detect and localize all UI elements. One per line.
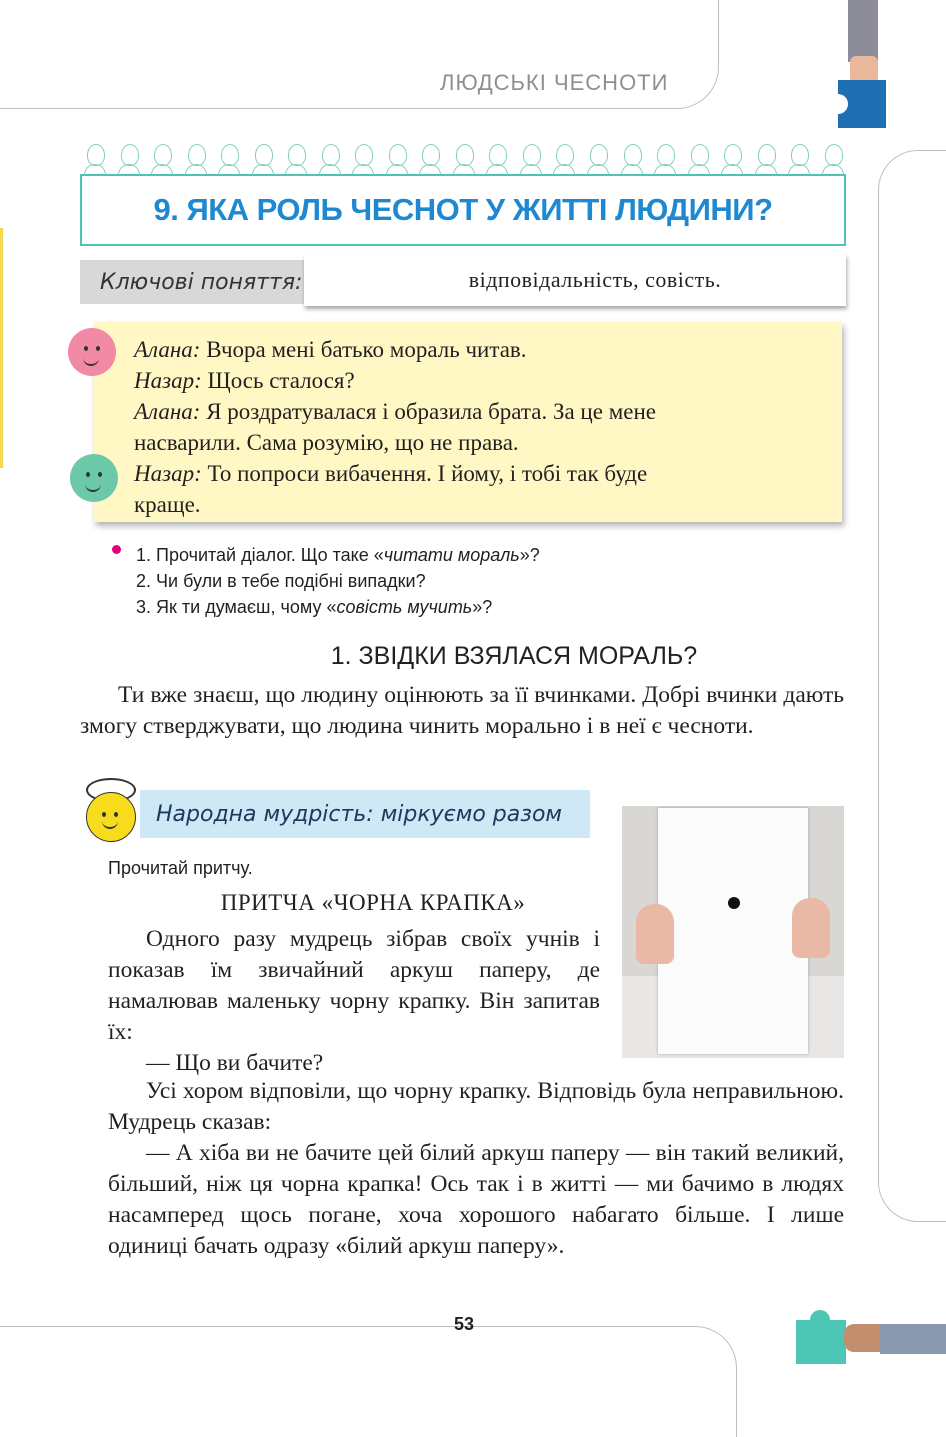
parable-paragraph-1	[108, 924, 600, 1079]
faces-ornament	[84, 136, 844, 176]
wisdom-banner-text: Народна мудрість: міркуємо разом	[156, 801, 563, 827]
face-icon	[788, 142, 810, 176]
boy-avatar-icon	[70, 454, 118, 502]
dialog-line	[134, 396, 824, 427]
face-icon	[285, 142, 307, 176]
face-icon	[419, 142, 441, 176]
face-icon	[118, 142, 140, 176]
parable-text: — А хіба ви не бачите цей білий аркуш паперу — він такий великий, більший, ніж ця чорна крапка! Ось так і в житті — ми бачимо в людях насамперед щось погане, хоча хорошого набагато більше. І лише одиниці бачать одразу «білий аркуш паперу».	[108, 1140, 844, 1259]
face-icon	[319, 142, 341, 176]
page-frame-right	[878, 150, 946, 1222]
girl-bow-icon	[82, 778, 138, 842]
dialog-utterance: насварили. Сама розумію, що не права.	[134, 430, 519, 455]
parable-text: Усі хором відповіли, що чорну крапку. Відповідь була неправильною. Мудрець сказав:	[108, 1078, 844, 1135]
dialog-speaker: Назар:	[134, 368, 202, 393]
page-number: 53	[454, 1314, 475, 1334]
dialog-utterance: Щось сталося?	[201, 368, 355, 393]
paper-with-dot-photo	[622, 806, 844, 1058]
face-icon	[185, 142, 207, 176]
wisdom-banner	[140, 790, 590, 838]
dialog-text	[134, 334, 824, 520]
dialog-utterance: Я роздратувалася і образила брата. За це мене	[200, 399, 656, 424]
dialog-line	[134, 334, 824, 365]
dialog-speaker: Назар:	[134, 461, 202, 486]
face-icon	[151, 142, 173, 176]
running-header: ЛЮДСЬКІ ЧЕСНОТИ	[440, 70, 669, 95]
hand-bottom-icon	[844, 1324, 884, 1352]
face-icon	[688, 142, 710, 176]
face-icon	[822, 142, 844, 176]
face-icon	[755, 142, 777, 176]
key-concepts-value: відповідальність, совість.	[468, 267, 722, 292]
read-prompt: Прочитай притчу.	[108, 858, 253, 878]
dialog-speaker: Алана:	[134, 337, 201, 362]
section-heading: 1. ЗВІДКИ ВЗЯЛАСЯ МОРАЛЬ?	[330, 642, 698, 670]
face-icon	[386, 142, 408, 176]
question-3: 3. Як ти думаєш, чому «совість мучить»?	[136, 597, 493, 617]
chapter-title: 9. ЯКА РОЛЬ ЧЕСНОТ У ЖИТТІ ЛЮДИНИ?	[153, 192, 773, 227]
face-icon	[252, 142, 274, 176]
section-paragraph	[80, 680, 844, 742]
dialog-line	[134, 365, 824, 396]
face-icon	[352, 142, 374, 176]
sleeve-bottom-decoration	[880, 1324, 946, 1354]
question-bullet	[112, 545, 121, 554]
face-icon	[621, 142, 643, 176]
puzzle-piece-icon	[838, 80, 886, 128]
left-margin-strip	[0, 228, 3, 468]
face-icon	[721, 142, 743, 176]
parable-text: Одного разу мудрець зібрав своїх учнів і показав їм звичайний аркуш паперу, де намалював маленьку чорну крапку. Він запитав їх:	[108, 926, 600, 1045]
face-icon	[453, 142, 475, 176]
black-dot	[728, 897, 740, 909]
key-concepts-value-box	[304, 254, 846, 306]
parable-text: — Що ви бачите?	[146, 1050, 324, 1076]
section-paragraph-text: Ти вже знаєш, що людину оцінюють за її вчинками. Добрі вчинки дають змогу стверджувати, що людина чинить морально і в неї є чесноти.	[80, 682, 844, 739]
girl-avatar-icon	[68, 328, 116, 376]
face-icon	[218, 142, 240, 176]
dialog-speaker: Алана:	[134, 399, 201, 424]
face-icon	[486, 142, 508, 176]
face-icon	[84, 142, 106, 176]
puzzle-piece-bottom-icon	[796, 1320, 846, 1364]
face-icon	[587, 142, 609, 176]
page-frame-bottom	[0, 1326, 737, 1437]
sleeve-decoration	[848, 0, 878, 62]
dialog-utterance: Вчора мені батько мораль читав.	[200, 337, 527, 362]
face-icon	[553, 142, 575, 176]
question-1: 1. Прочитай діалог. Що таке «читати мораль»?	[136, 545, 540, 565]
dialog-utterance: краще.	[134, 492, 201, 517]
dialog-line	[134, 458, 824, 489]
parable-paragraph-2	[108, 1076, 844, 1262]
chapter-title-box	[80, 174, 846, 246]
face-icon	[654, 142, 676, 176]
face-icon	[520, 142, 542, 176]
question-2: 2. Чи були в тебе подібні випадки?	[136, 571, 426, 591]
key-concepts-label: Ключові поняття:	[100, 269, 303, 295]
parable-title: ПРИТЧА «ЧОРНА КРАПКА»	[220, 890, 526, 915]
key-concepts-label-box	[80, 260, 338, 304]
dialog-line	[134, 427, 824, 458]
questions-list	[136, 542, 540, 620]
dialog-line	[134, 489, 824, 520]
dialog-utterance: То попроси вибачення. І йому, і тобі так буде	[201, 461, 648, 486]
